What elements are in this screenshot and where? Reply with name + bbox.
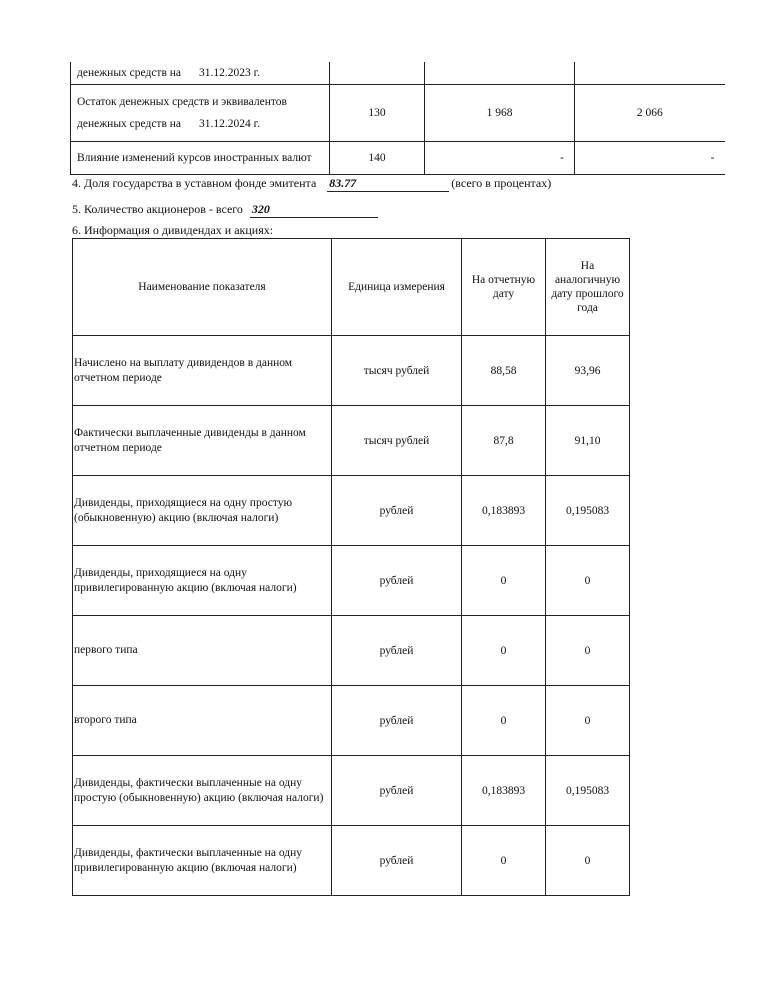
row-label-line-2: (обыкновенную) акцию (включая налоги)	[74, 511, 279, 524]
row-current-value: 88,58	[462, 336, 546, 406]
row-label	[73, 336, 332, 406]
row-label-line-1: первого типа	[74, 644, 138, 656]
row-current-value: 0,183893	[462, 756, 546, 826]
header-current-1: На отчетную	[471, 274, 536, 286]
row-unit: рублей	[332, 616, 462, 686]
row-label-line-1: Дивиденды, приходящиеся на одну	[74, 566, 247, 579]
header-current	[462, 239, 546, 336]
cash-prev-previous	[575, 62, 725, 85]
row-previous-value: 0	[546, 686, 630, 756]
row-current-value: 0	[462, 686, 546, 756]
cash-prev-label-cell	[71, 62, 330, 85]
cash-prev-code	[330, 62, 425, 85]
table-row	[73, 826, 630, 896]
cash-end-previous: 2 066	[575, 85, 725, 142]
cash-fx-current: -	[425, 142, 575, 175]
cash-flow-table	[70, 62, 725, 175]
row-previous-value: 0	[546, 826, 630, 896]
cash-end-code: 130	[330, 85, 425, 142]
row-label-line-2: привилегированную акцию (включая налоги)	[74, 581, 297, 594]
row-label	[73, 686, 332, 756]
cash-fx-previous: -	[575, 142, 725, 175]
state-share-tail: (всего в процентах)	[451, 176, 552, 190]
table-row	[73, 336, 630, 406]
row-unit: рублей	[332, 826, 462, 896]
row-label-line-1: Дивиденды, фактически выплаченные на одну	[74, 776, 302, 789]
header-previous-3: дату прошлого	[551, 288, 624, 300]
header-current-2: дату	[492, 288, 515, 300]
cash-prev-label: денежных средств на	[77, 67, 182, 79]
row-unit: рублей	[332, 686, 462, 756]
row-label-line-1: Дивиденды, фактически выплаченные на одну	[74, 846, 302, 859]
row-current-value: 87,8	[462, 406, 546, 476]
cash-end-label-cell	[71, 85, 330, 142]
state-share-value: 83.77	[327, 176, 449, 192]
row-current-value: 0	[462, 826, 546, 896]
cash-end-date: 31.12.2024 г.	[199, 118, 260, 130]
row-label-line-2: привилегированную акцию (включая налоги)	[74, 861, 297, 874]
row-label-line-1: Начислено на выплату дивидендов в данном	[74, 356, 293, 369]
shareholders-value: 320	[250, 202, 378, 218]
row-label-line-1: Фактически выплаченные дивиденды в данном	[74, 426, 306, 439]
row-label-line-2: простую (обыкновенную) акцию (включая налоги)	[74, 791, 324, 804]
state-share-label: 4. Доля государства в уставном фонде эмитента	[72, 176, 317, 190]
cash-end-label-2: денежных средств на	[77, 118, 182, 130]
row-label-line-2: отчетном периоде	[74, 441, 162, 454]
cash-fx-code: 140	[330, 142, 425, 175]
table-row	[73, 406, 630, 476]
header-previous	[546, 239, 630, 336]
cash-end-current: 1 968	[425, 85, 575, 142]
dividends-title: 6. Информация о дивидендах и акциях:	[72, 223, 274, 237]
state-share-line	[72, 176, 551, 192]
row-previous-value: 0,195083	[546, 756, 630, 826]
row-unit: рублей	[332, 756, 462, 826]
row-label	[73, 476, 332, 546]
row-unit: тысяч рублей	[332, 406, 462, 476]
cash-end-label-1: Остаток денежных средств и эквивалентов	[77, 96, 287, 108]
cash-row-end	[71, 85, 725, 142]
row-label-line-2: отчетном периоде	[74, 371, 162, 384]
header-previous-2: аналогичную	[554, 274, 621, 286]
row-label-line-1: второго типа	[74, 714, 137, 726]
table-row	[73, 476, 630, 546]
row-current-value: 0	[462, 546, 546, 616]
cash-prev-date: 31.12.2023 г.	[199, 67, 260, 79]
header-previous-1: На	[580, 260, 595, 272]
row-unit: рублей	[332, 546, 462, 616]
row-label	[73, 756, 332, 826]
cash-prev-current	[425, 62, 575, 85]
dividend-table	[72, 238, 630, 896]
row-label	[73, 546, 332, 616]
row-current-value: 0,183893	[462, 476, 546, 546]
row-label-line-1: Дивиденды, приходящиеся на одну простую	[74, 496, 293, 509]
cash-row-prev	[71, 62, 725, 85]
row-previous-value: 91,10	[546, 406, 630, 476]
row-label	[73, 616, 332, 686]
cash-row-fx	[71, 142, 725, 175]
header-unit: Единица измерения	[332, 239, 462, 336]
row-previous-value: 0,195083	[546, 476, 630, 546]
row-label	[73, 406, 332, 476]
shareholders-line	[72, 202, 378, 218]
row-previous-value: 0	[546, 546, 630, 616]
row-previous-value: 0	[546, 616, 630, 686]
table-row	[73, 686, 630, 756]
table-row	[73, 756, 630, 826]
table-row	[73, 616, 630, 686]
cash-fx-label: Влияние изменений курсов иностранных валют	[71, 142, 330, 175]
row-unit: тысяч рублей	[332, 336, 462, 406]
dividend-header-row	[73, 239, 630, 336]
header-previous-4: года	[577, 302, 598, 314]
row-unit: рублей	[332, 476, 462, 546]
row-current-value: 0	[462, 616, 546, 686]
row-previous-value: 93,96	[546, 336, 630, 406]
header-name: Наименование показателя	[73, 239, 332, 336]
shareholders-label: 5. Количество акционеров - всего	[72, 202, 243, 216]
row-label	[73, 826, 332, 896]
table-row	[73, 546, 630, 616]
